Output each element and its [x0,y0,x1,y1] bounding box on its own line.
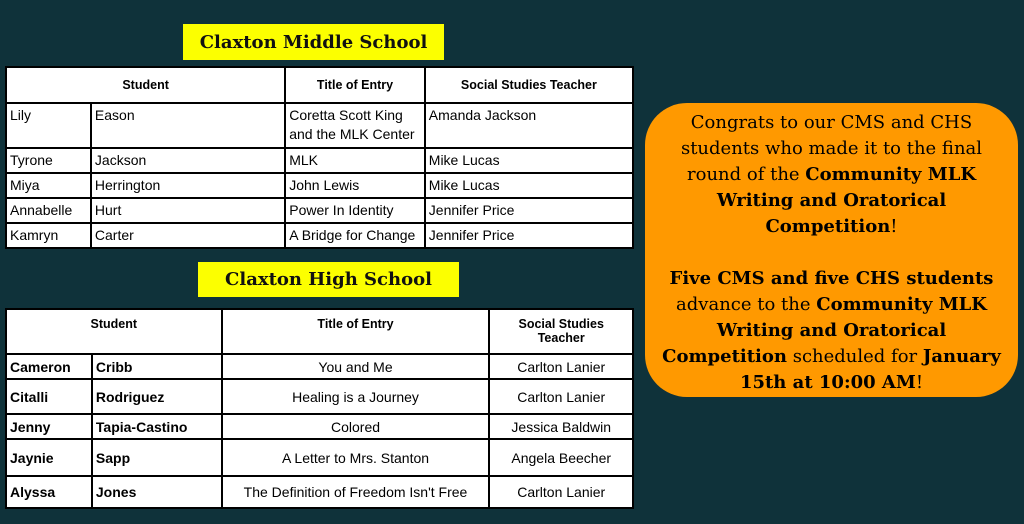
teacher-name: Jennifer Price [425,198,633,223]
teacher-name: Carlton Lanier [489,379,633,414]
entry-title: John Lewis [285,173,425,198]
callout-text: scheduled for [786,346,923,367]
callout-paragraph-1 [659,110,1004,240]
table-row [6,379,633,414]
entry-title: MLK [285,148,425,173]
student-last-name: Sapp [92,439,222,476]
chs-banner-title: Claxton High School [225,269,432,290]
student-first-name: Miya [6,173,91,198]
table-row [6,354,633,379]
table-row [6,414,633,439]
entry-title: Power In Identity [285,198,425,223]
table-row [6,223,633,248]
student-last-name: Herrington [91,173,285,198]
chs-header-row [6,309,633,354]
cms-header-row [6,67,633,103]
student-first-name: Citalli [6,379,92,414]
teacher-name: Carlton Lanier [489,354,633,379]
entry-title: Colored [222,414,490,439]
cms-banner-title: Claxton Middle School [199,31,428,53]
student-last-name: Rodriguez [92,379,222,414]
chs-header-title: Title of Entry [222,309,490,354]
student-first-name: Jenny [6,414,92,439]
table-row [6,148,633,173]
table-row [6,476,633,508]
cms-header-title: Title of Entry [285,67,425,103]
student-last-name: Carter [91,223,285,248]
entry-title: Coretta Scott King and the MLK Center [285,103,425,148]
teacher-name: Mike Lucas [425,148,633,173]
student-first-name: Cameron [6,354,92,379]
student-last-name: Hurt [91,198,285,223]
student-first-name: Tyrone [6,148,91,173]
callout-students-count: Five CMS and five CHS students [669,268,994,289]
student-last-name: Eason [91,103,285,148]
table-row [6,103,633,148]
student-first-name: Kamryn [6,223,91,248]
entry-title: A Letter to Mrs. Stanton [222,439,490,476]
callout-competition-name: Community MLK Writing and Oratorical Competition [662,294,987,367]
entry-title: Healing is a Journey [222,379,490,414]
cms-header-teacher: Social Studies Teacher [425,67,633,103]
table-row [6,439,633,476]
entry-title: A Bridge for Change [285,223,425,248]
chs-table [5,308,634,509]
congrats-callout [645,103,1018,397]
callout-competition-name: Community MLK Writing and Oratorical Competition [716,164,976,237]
callout-text: ! [915,372,924,393]
callout-date: January 15th at 10:00 AM [739,346,1001,393]
teacher-name: Jessica Baldwin [489,414,633,439]
student-first-name: Lily [6,103,91,148]
cms-table [5,66,634,249]
student-first-name: Annabelle [6,198,91,223]
chs-banner [198,262,459,297]
callout-paragraph-2 [659,266,1004,396]
callout-text: Congrats to our CMS and CHS students who made it to the final round of the [680,112,983,185]
entry-title: You and Me [222,354,490,379]
cms-banner [183,24,444,60]
callout-text: advance to the [676,294,817,315]
student-last-name: Tapia-Castino [92,414,222,439]
student-first-name: Alyssa [6,476,92,508]
entry-title: The Definition of Freedom Isn't Free [222,476,490,508]
teacher-name: Jennifer Price [425,223,633,248]
teacher-name: Carlton Lanier [489,476,633,508]
student-first-name: Jaynie [6,439,92,476]
chs-header-teacher: Social Studies Teacher [489,309,633,354]
teacher-name: Angela Beecher [489,439,633,476]
student-last-name: Cribb [92,354,222,379]
teacher-name: Amanda Jackson [425,103,633,148]
teacher-name: Mike Lucas [425,173,633,198]
chs-header-student: Student [6,309,222,354]
callout-text: ! [890,216,898,237]
student-last-name: Jones [92,476,222,508]
table-row [6,198,633,223]
table-row [6,173,633,198]
cms-header-student: Student [6,67,285,103]
student-last-name: Jackson [91,148,285,173]
